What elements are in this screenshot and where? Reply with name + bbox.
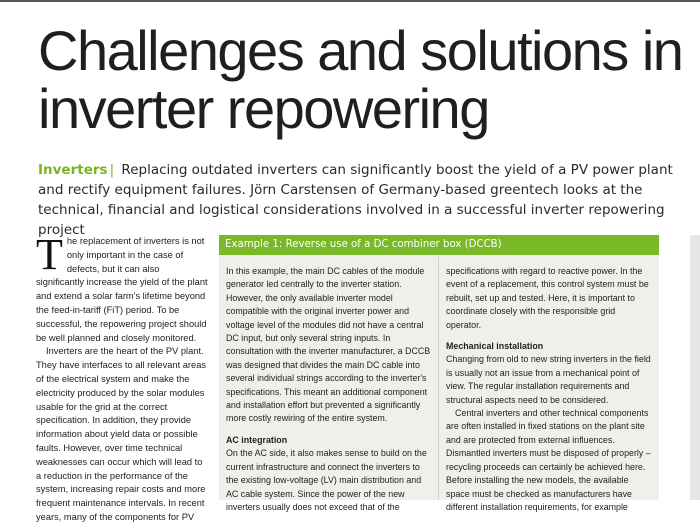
example-box xyxy=(219,235,659,512)
example-paragraph: In this example, the main DC cables of the module generator led centrally to the inverter station. However, the only available inverter model compatible with the original inverter power and voltage level of the modules did not have a central DC input, but only several string inputs. In consultation with the inverter manufacturer, a DCCB was designed that divides the main DC cable into several individual strings according to the inverter's specifications. This meant an additional component and installation effort but prevented a significantly more costly rewiring of the entire system. xyxy=(226,266,431,424)
section-separator: | xyxy=(109,162,115,178)
example-box-heading: Example 1: Reverse use of a DC combiner box (DCCB) xyxy=(219,235,659,255)
example-paragraph: Changing from old to new string inverters in the field is usually not an issue from a mechanical point of view. The regular installation requirements and structural aspects need to be considered. xyxy=(446,354,651,405)
page-edge xyxy=(690,235,700,500)
example-paragraph: specifications with regard to reactive power. In the event of a replacement, this control system must be rebuilt, set up and tested. Here, it is important to coordinate closely with the responsible grid operator. xyxy=(446,266,649,330)
top-rule xyxy=(0,0,700,2)
standfirst-text: Replacing outdated inverters can significantly boost the yield of a PV power plant and rectify equipment failures. Jörn Carstensen of Germany-based greentech looks at the technical, financial and logistical considerations involved in a successful inverter repowering project xyxy=(38,162,673,238)
example-paragraph: On the AC side, it also makes sense to build on the current infrastructure and connect the inverters to the existing low-voltage (LV) main distribution and AC cable system. Since the power of the new inverters usually does not exceed that of the xyxy=(226,448,427,512)
article-body-column xyxy=(36,230,208,525)
subheading-ac-integration: AC integration xyxy=(226,434,288,445)
body-paragraph-1 xyxy=(36,230,208,345)
standfirst xyxy=(38,160,678,240)
body-paragraph-2: Inverters are the heart of the PV plant. They have interfaces to all relevant areas of the electrical system and make the electricity produced by the solar modules usable for the grid at the correct specification. In addition, they provide information about yield data or possible faults. However, over time technical weaknesses can occur which will lead to a reduction in the performance of the system, increasing repair costs and more frequent maintenance intervals. In recent years, many of the components for PV xyxy=(36,346,207,522)
section-label: Inverters xyxy=(38,162,108,178)
example-paragraph: Central inverters and other technical components are often installed in fixed stations on the plant site and are protected from external influences. Dismantled inverters must be disposed of properly – recycling proceeds can certainly be achieved here. Before installing the new models, the available space must be checked as manufacturers have different installation requirements, for example xyxy=(446,408,651,512)
drop-cap: T xyxy=(36,230,63,279)
example-box-column-2 xyxy=(446,265,652,514)
article-title: Challenges and solutions in inverter repowering xyxy=(38,19,683,140)
subheading-mechanical-installation: Mechanical installation xyxy=(446,341,544,352)
body-paragraph-1-text: he replacement of inverters is not only important in the case of defects, but it can also significantly increase the yield of the plant and extend a solar farm's lifetime beyond the feed-in-tariff (FiT) period. To be successful, the repowering project should be well planned and closely monitored. xyxy=(36,236,208,343)
column-divider xyxy=(438,257,439,500)
example-box-column-1 xyxy=(226,265,432,514)
